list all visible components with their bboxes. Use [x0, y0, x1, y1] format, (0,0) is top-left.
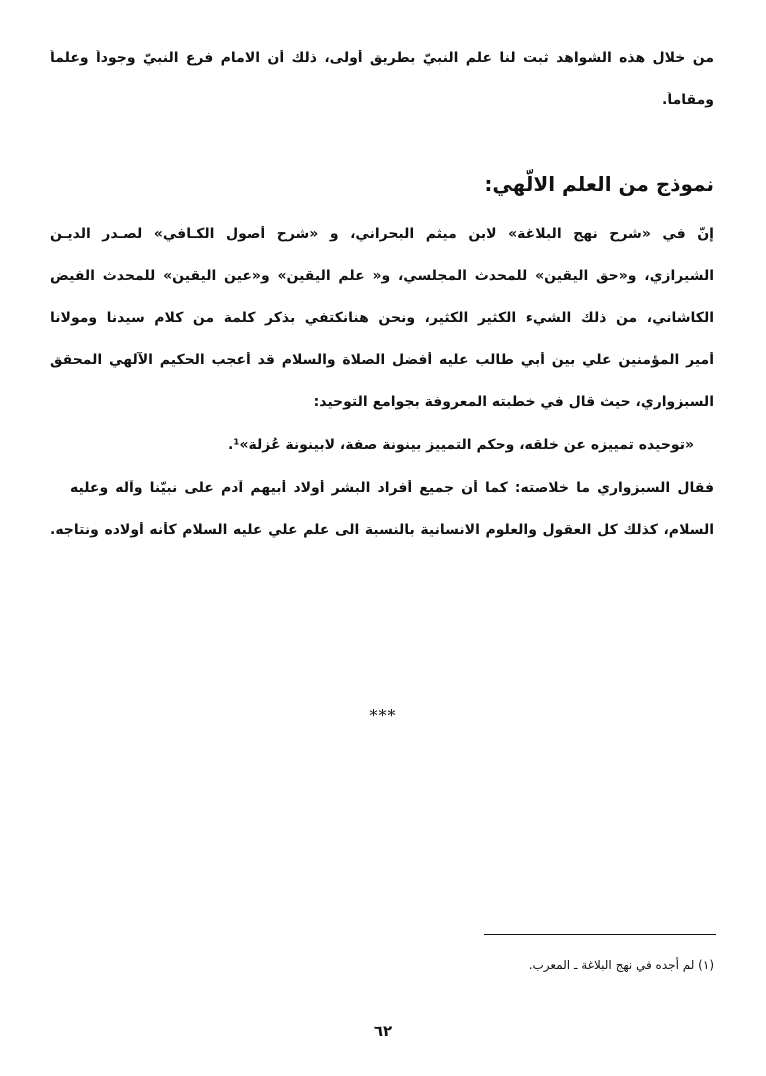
footnote: (١) لم أجده في نهج البلاغة ـ المعرب.: [528, 958, 714, 972]
paragraph1-line-2: الشيرازي، و«حق اليقين» للمحدث المجلسي، و« علم اليقين» و«عين اليقين» للمحدث الفيض: [50, 268, 714, 284]
paragraph2-line-1: فقال السبزواري ما خلاصته: كما أن جميع أفراد البشر أولاد أبيهم آدم على نبيّنا وآله وعليه: [70, 480, 714, 496]
paragraph1-line-5: السبزواري، حيث قال في خطبته المعروفة بجوامع التوحيد:: [313, 394, 714, 410]
section-heading: نموذج من العلم الالّهي:: [484, 172, 714, 196]
paragraph1-line-4: أمير المؤمنين علي بين أبي طالب عليه أفضل الصلاة والسلام قد أعجب الحكيم الآلهي المحقق: [50, 352, 714, 368]
paragraph1-line-3: الكاشاني، من ذلك الشيء الكثير الكثير، ونحن هنانكتفي بذكر كلمة من كلام سيدنا ومولانا: [50, 310, 714, 326]
intro-line-1: من خلال هذه الشواهد ثبت لنا علم النبيّ بطريق أولى، ذلك أن الامام فرع النبيّ وجوداً وعلماً: [50, 50, 714, 66]
page-number: ٦٢: [373, 1022, 393, 1040]
section-separator: ***: [369, 706, 397, 725]
quote: «توحيده تمييزه عن خلقه، وحكم التمييز بينونة صفة، لابينونة عُزلة»¹.: [228, 437, 694, 453]
intro-line-2: ومقاماً.: [662, 92, 714, 108]
footnote-rule: [484, 934, 716, 935]
paragraph1-line-1: إنّ في «شرح نهج البلاغة» لابن ميثم البحراني، و «شرح أُصول الكـافي» لصـدر الديـن: [50, 226, 714, 242]
paragraph2-line-2: السلام، كذلك كل العقول والعلوم الانسانية بالنسبة الى علم علي عليه السلام كأنه أولاده ونتاجه.: [50, 522, 714, 538]
